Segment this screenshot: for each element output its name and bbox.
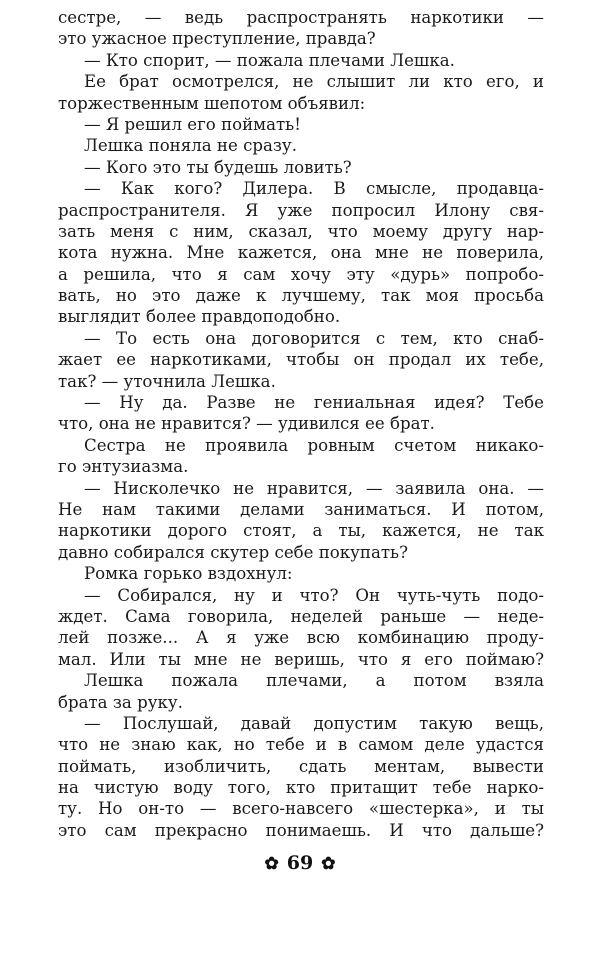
text-line: вать, но это даже к лучшему, так моя просьба [58, 286, 544, 306]
text-line: жает ее наркотиками, чтобы он продал их тебе, [58, 350, 544, 370]
text-line: Не нам такими делами заниматься. И потом, [58, 499, 544, 519]
text-line: Ромка горько вздохнул: [84, 564, 293, 584]
text-line: поймать, изобличить, сдать ментам, вывести [58, 756, 544, 776]
text-line: брата за руку. [58, 692, 183, 712]
text-line: — Как кого? Дилера. В смысле, продавца- [84, 179, 544, 199]
text-line: — Кто спорит, — пожала плечами Лешка. [84, 50, 455, 70]
text-line: распространителя. Я уже попросил Илону свя- [58, 200, 544, 220]
text-line: — Я решил его поймать! [84, 114, 301, 134]
text-line: сестре, — ведь распространять наркотики — [58, 8, 544, 27]
page-folio [0, 852, 600, 874]
text-line: что не знаю как, но тебе и в самом деле удастся [58, 735, 544, 755]
flower-ornament-icon: ✿ [264, 854, 279, 874]
page-number: 69 [286, 852, 314, 874]
text-line: лей позже... А я уже всю комбинацию проду- [58, 628, 544, 648]
text-line: Ее брат осмотрелся, не слышит ли кто его, и [84, 72, 544, 92]
book-page-text [58, 7, 544, 841]
text-line: — Собирался, ну и что? Он чуть-чуть подо- [84, 585, 544, 605]
text-line: — То есть она договорится с тем, кто снаб- [84, 328, 544, 348]
text-line: го энтузиазма. [58, 457, 189, 477]
text-line: мал. Или ты мне не веришь, что я его поймаю? [58, 649, 544, 669]
text-line: а решила, что я сам хочу эту «дурь» попробо- [58, 264, 544, 284]
text-line: — Ну да. Разве не гениальная идея? Тебе [84, 393, 544, 413]
text-line: Лешка поняла не сразу. [84, 136, 297, 156]
text-line: ту. Но он-то — всего-навсего «шестерка», и ты [58, 799, 544, 819]
text-line: выглядит более правдоподобно. [58, 307, 341, 327]
text-line: Лешка пожала плечами, а потом взяла [84, 671, 544, 691]
text-line: кота нужна. Мне кажется, она мне не поверила, [58, 243, 544, 263]
flower-ornament-icon: ✿ [321, 854, 336, 874]
text-line: — Послушай, давай допустим такую вещь, [84, 713, 544, 733]
text-line: Сестра не проявила ровным счетом никако- [84, 435, 544, 455]
text-line: это сам прекрасно понимаешь. И что дальше? [58, 820, 544, 840]
text-line: зать меня с ним, сказал, что моему другу нар- [58, 221, 544, 241]
text-line: — Нисколечко не нравится, — заявила она. — [84, 478, 544, 498]
text-line: торжественным шепотом объявил: [58, 93, 366, 113]
text-line: что, она не нравится? — удивился ее брат. [58, 414, 435, 434]
text-line: так? — уточнила Лешка. [58, 371, 276, 391]
text-line: ждет. Сама говорила, неделей раньше — неде- [58, 606, 544, 626]
text-line: это ужасное преступление, правда? [58, 29, 376, 49]
text-line: наркотики дорого стоят, а ты, кажется, не так [58, 521, 544, 541]
text-line: на чистую воду того, кто притащит тебе нарко- [58, 778, 544, 798]
text-line: давно собирался скутер себе покупать? [58, 542, 408, 562]
text-line: — Кого это ты будешь ловить? [84, 157, 352, 177]
